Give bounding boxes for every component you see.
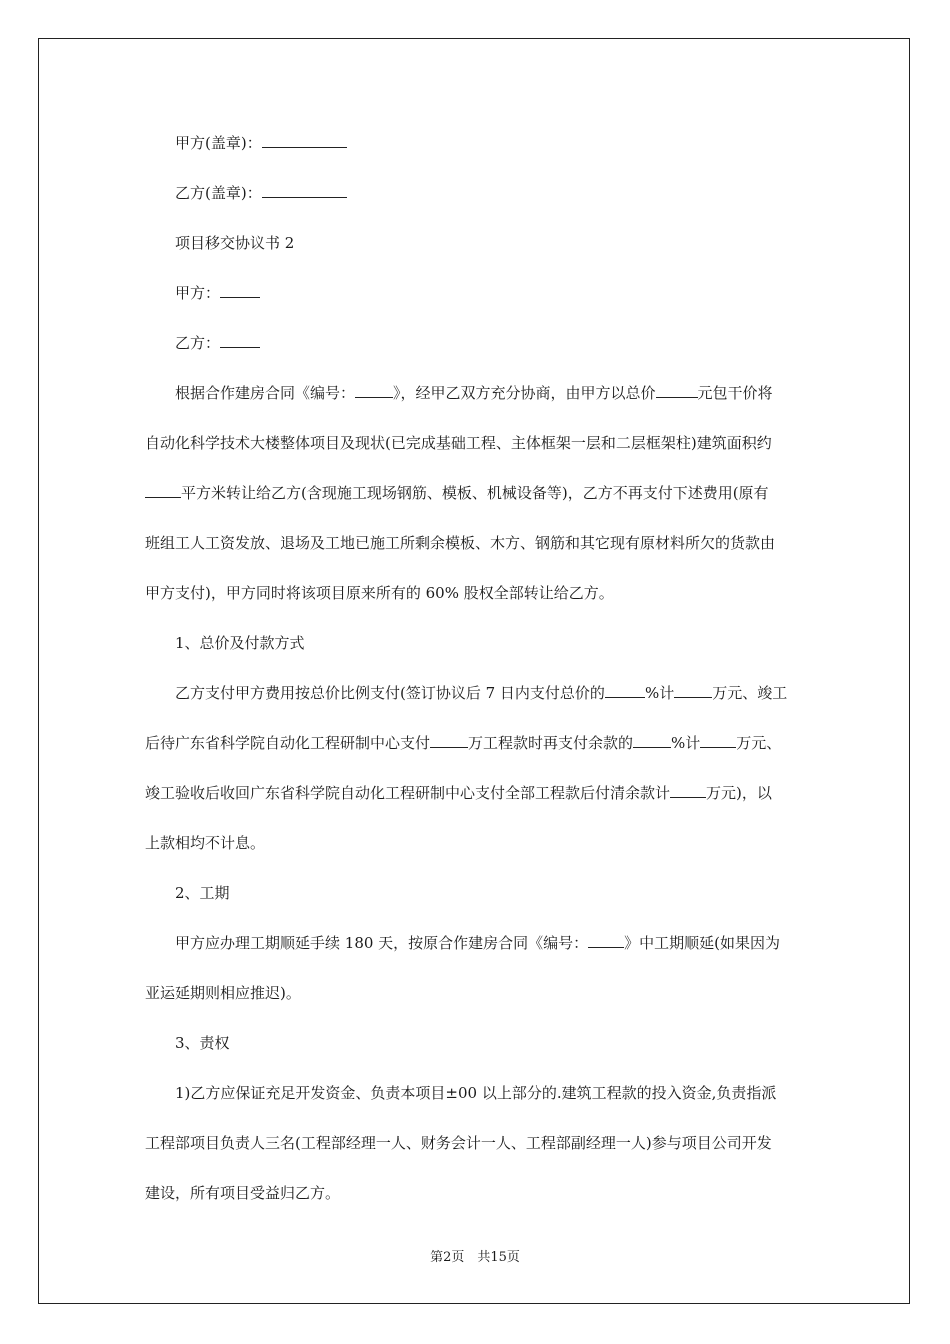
contract-number-blank-2 (588, 933, 624, 948)
signature-party-a-blank (262, 133, 347, 148)
intro-line-3 (145, 468, 805, 518)
intro-line-5: 甲方支付)，甲方同时将该项目原来所有的 60% 股权全部转让给乙方。 (145, 584, 614, 602)
s1-text-1b: %计 (644, 684, 675, 702)
s1-text-3a: 竣工验收后收回广东省科学院自动化工程研制中心支付全部工程款后付清余款计 (145, 784, 671, 802)
contract-number-blank (355, 383, 393, 398)
signature-party-a (145, 118, 805, 168)
document-body (145, 118, 805, 1218)
intro-text-1c: 元包干价将 (697, 384, 773, 402)
total-price-blank (656, 383, 698, 398)
s1-text-2b: 万工程款时再支付余款的 (468, 734, 634, 752)
s1-text-2d: 万元、 (736, 734, 782, 752)
party-a-label: 甲方： (175, 284, 221, 302)
area-blank (145, 483, 181, 498)
section-3-heading: 3、责权 (175, 1034, 230, 1052)
s1-text-1c: 万元、竣工 (712, 684, 788, 702)
intro-line-2: 自动化科学技术大楼整体项目及现状(已完成基础工程、主体框架一层和二层框架柱)建筑面积约 (145, 434, 772, 452)
section-2-line-2: 亚运延期则相应推迟)。 (145, 984, 301, 1002)
signature-party-a-label: 甲方(盖章)： (175, 134, 262, 152)
signature-party-b-label: 乙方(盖章)： (175, 184, 262, 202)
s1-text-3b: 万元)，以 (706, 784, 772, 802)
s2-text-1a: 甲方应办理工期顺延手续 180 天，按原合作建房合同《编号： (175, 934, 589, 952)
section-1-line-2 (145, 718, 805, 768)
first-percent-blank (605, 683, 645, 698)
intro-line-4: 班组工人工资发放、退场及工地已施工所剩余模板、木方、钢筋和其它现有原材料所欠的货款由 (145, 534, 776, 552)
section-3-line-3: 建设，所有项目受益归乙方。 (145, 1184, 341, 1202)
s1-text-1a: 乙方支付甲方费用按总价比例支付(签订协议后 7 日内支付总价的 (175, 684, 605, 702)
party-b-line (145, 318, 805, 368)
party-b-label: 乙方： (175, 334, 221, 352)
balance-amount-blank (670, 783, 706, 798)
party-a-blank (220, 283, 260, 298)
second-percent-blank (633, 733, 671, 748)
section-1-line-4: 上款相均不计息。 (145, 834, 266, 852)
s1-text-2a: 后待广东省科学院自动化工程研制中心支付 (145, 734, 431, 752)
s2-text-1b: 》中工期顺延(如果因为 (624, 934, 781, 952)
intro-text-1b: 》，经甲乙双方充分协商，由甲方以总价 (393, 384, 656, 402)
first-amount-blank (674, 683, 712, 698)
section-1-heading: 1、总价及付款方式 (175, 634, 305, 652)
section-2-line-1 (145, 918, 805, 968)
intro-line-1 (145, 368, 805, 418)
second-amount-blank (700, 733, 736, 748)
document-title: 项目移交协议书 2 (175, 234, 295, 252)
section-2-heading: 2、工期 (175, 884, 230, 902)
section-1-line-3 (145, 768, 805, 818)
intro-text-3: 平方米转让给乙方(含现施工现场钢筋、模板、机械设备等)，乙方不再支付下述费用(原有 (181, 484, 769, 502)
section-3-line-2: 工程部项目负责人三名(工程部经理一人、财务会计一人、工程部副经理一人)参与项目公司开发 (145, 1134, 772, 1152)
signature-party-b-blank (262, 183, 347, 198)
party-a-line (145, 268, 805, 318)
page-footer: 第2页 共15页 (430, 1250, 520, 1265)
s1-text-2c: %计 (671, 734, 701, 752)
party-b-blank (220, 333, 260, 348)
intro-text-1a: 根据合作建房合同《编号： (175, 384, 356, 402)
section-3-line-1: 1)乙方应保证充足开发资金、负责本项目±00 以上部分的.建筑工程款的投入资金,负责指派 (175, 1084, 777, 1102)
signature-party-b (145, 168, 805, 218)
section-1-line-1 (145, 668, 805, 718)
payment-amount-blank (430, 733, 468, 748)
